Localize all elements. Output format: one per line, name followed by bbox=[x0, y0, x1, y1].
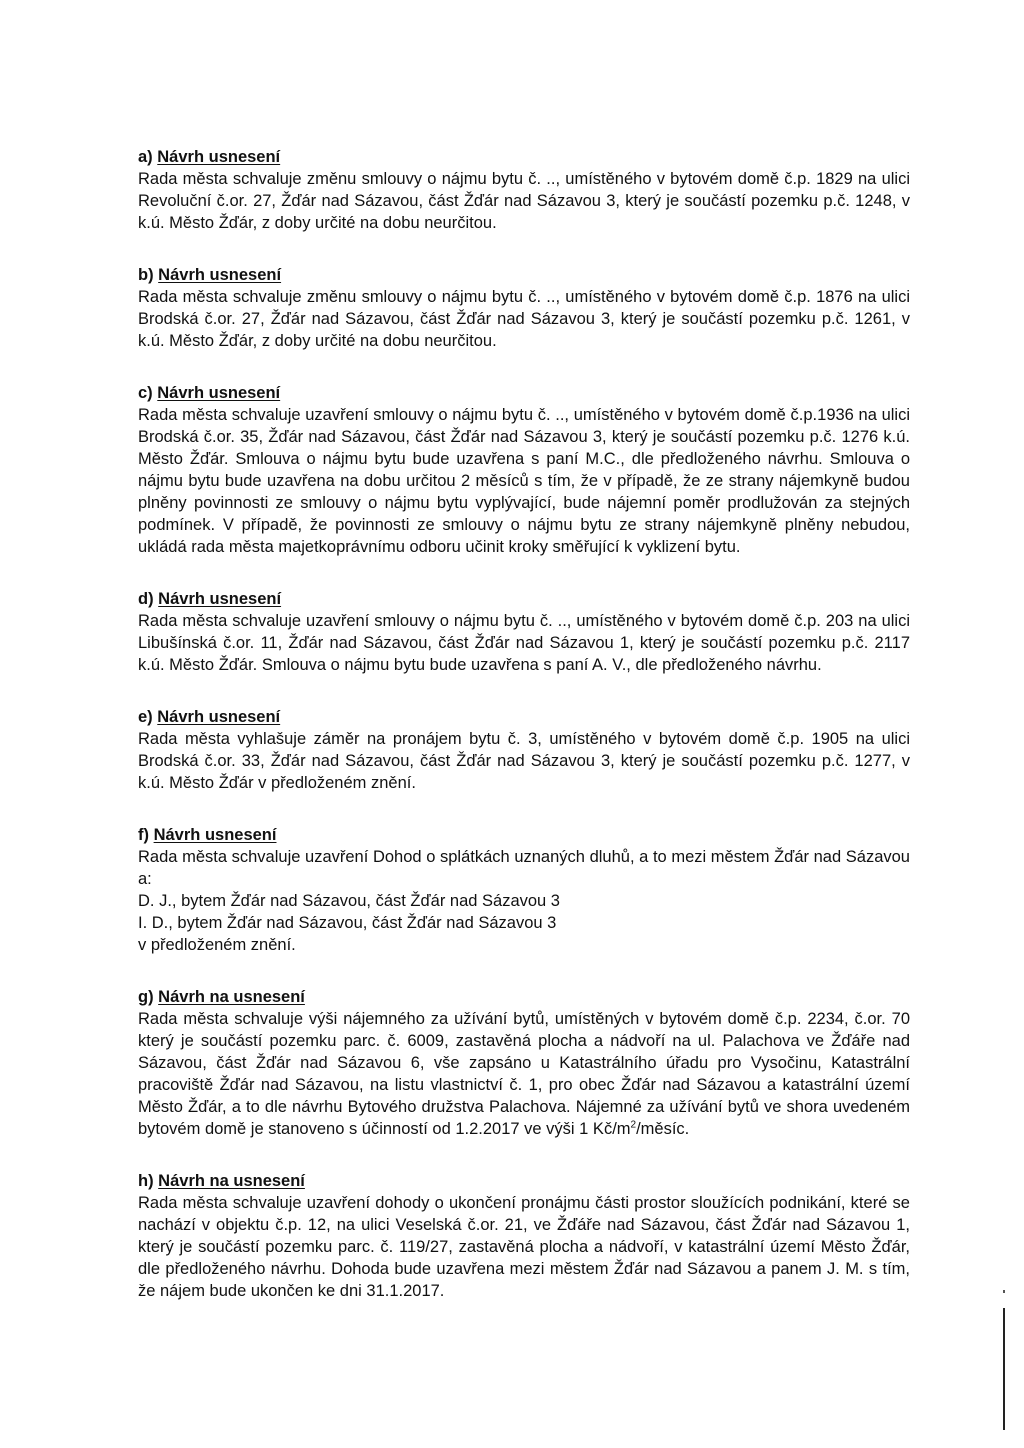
debtor-line: I. D., bytem Žďár nad Sázavou, část Žďár nad Sázavou 3 bbox=[138, 914, 557, 932]
resolution-text bbox=[138, 1008, 910, 1140]
section-title: Návrh na usnesení bbox=[158, 1172, 305, 1190]
resolution-text: Rada města vyhlašuje záměr na pronájem bytu č. 3, umístěného v bytovém domě č.p. 1905 na ulici Brodská č.or. 33, Žďár nad Sázavou, část Žďár nad Sázavou 3, který je součástí pozemku p.č. 1277, v k.ú. Město Žďár v předloženém znění. bbox=[138, 730, 910, 792]
section-f bbox=[138, 824, 910, 956]
section-heading bbox=[138, 986, 910, 1008]
section-letter: h) bbox=[138, 1172, 154, 1190]
resolution-text-end: /měsíc. bbox=[636, 1120, 690, 1138]
resolution-text: Rada města schvaluje změnu smlouvy o nájmu bytu č. .., umístěného v bytovém domě č.p. 1876 na ulici Brodská č.or. 27, Žďár nad Sázavou, část Žďár nad Sázavou 3, který je součástí pozemku p.č. 1261, v k.ú. Město Žďár, z doby určité na dobu neurčitou. bbox=[138, 288, 910, 350]
section-letter: g) bbox=[138, 988, 154, 1006]
section-c bbox=[138, 382, 910, 558]
section-letter: d) bbox=[138, 590, 154, 608]
section-g bbox=[138, 986, 910, 1140]
closing-line: v předloženém znění. bbox=[138, 936, 296, 954]
section-heading bbox=[138, 1170, 910, 1192]
section-d bbox=[138, 588, 910, 676]
section-heading bbox=[138, 382, 910, 404]
section-a bbox=[138, 146, 910, 234]
section-heading bbox=[138, 588, 910, 610]
superscript-exponent: 2 bbox=[630, 1119, 637, 1131]
scan-artifact-dot bbox=[1003, 1290, 1005, 1293]
section-letter: a) bbox=[138, 148, 153, 166]
section-letter: e) bbox=[138, 708, 153, 726]
section-letter: c) bbox=[138, 384, 153, 402]
resolution-text: Rada města schvaluje změnu smlouvy o nájmu bytu č. .., umístěného v bytovém domě č.p. 1829 na ulici Revoluční č.or. 27, Žďár nad Sázavou, část Žďár nad Sázavou 3, který je součástí pozemku p.č. 1248, v k.ú. Město Žďár, z doby určité na dobu neurčitou. bbox=[138, 170, 910, 232]
section-e bbox=[138, 706, 910, 794]
resolution-text: Rada města schvaluje uzavření dohody o ukončení pronájmu části prostor sloužících podnikání, které se nachází v objektu č.p. 12, na ulici Veselská č.or. 21, ve Žďáře nad Sázavou, část Žďár nad Sázavou 1, který je součástí pozemku parc. č. 119/27, zastavěná plocha a nádvoří, v katastrální území Město Žďár, dle předloženého návrhu. Dohoda bude uzavřena mezi městem Žďár nad Sázavou a panem J. M. s tím, že nájem bude ukončen ke dni 31.1.2017. bbox=[138, 1194, 910, 1300]
section-heading bbox=[138, 706, 910, 728]
section-letter: f) bbox=[138, 826, 149, 844]
section-title: Návrh usnesení bbox=[158, 590, 282, 608]
scan-artifact-line bbox=[1003, 1308, 1005, 1430]
resolution-text: Rada města schvaluje uzavření Dohod o splátkách uznaných dluhů, a to mezi městem Žďár nad Sázavou a: bbox=[138, 848, 910, 888]
section-title: Návrh na usnesení bbox=[158, 988, 305, 1006]
section-h bbox=[138, 1170, 910, 1302]
section-heading bbox=[138, 146, 910, 168]
section-title: Návrh usnesení bbox=[158, 266, 282, 284]
section-heading bbox=[138, 264, 910, 286]
resolution-text: Rada města schvaluje uzavření smlouvy o nájmu bytu č. .., umístěného v bytovém domě č.p. 203 na ulici Libušínská č.or. 11, Žďár nad Sázavou, část Žďár nad Sázavou 1, který je součástí pozemku p.č. 2117 k.ú. Město Žďár. Smlouva o nájmu bytu bude uzavřena s paní A. V., dle předloženého návrhu. bbox=[138, 612, 910, 674]
section-title: Návrh usnesení bbox=[153, 826, 277, 844]
section-heading bbox=[138, 824, 910, 846]
section-title: Návrh usnesení bbox=[157, 148, 281, 166]
resolution-text-main: Rada města schvaluje výši nájemného za užívání bytů, umístěných v bytovém domě č.p. 2234, č.or. 70 který je součástí pozemku parc. č. 6009, zastavěná plocha a nádvoří na ul. Palachova ve Žďáře nad Sázavou, část Žďár nad Sázavou 6, vše zapsáno u Katastrálního úřadu pro Vysočinu, Katastrální pracoviště Žďár nad Sázavou, na listu vlastnictví č. 1, pro obec Žďár nad Sázavou a katastrální území Město Žďár, a to dle návrhu Bytového družstva Palachova. Nájemné za užívání bytů ve shora uvedeném bytovém domě je stanoveno s účinností od 1.2.2017 ve výši 1 Kč/m bbox=[138, 1010, 910, 1138]
section-title: Návrh usnesení bbox=[157, 708, 281, 726]
section-letter: b) bbox=[138, 266, 154, 284]
section-b bbox=[138, 264, 910, 352]
debtor-line: D. J., bytem Žďár nad Sázavou, část Žďár nad Sázavou 3 bbox=[138, 892, 560, 910]
document-body bbox=[138, 146, 910, 1332]
section-title: Návrh usnesení bbox=[157, 384, 281, 402]
resolution-text: Rada města schvaluje uzavření smlouvy o nájmu bytu č. .., umístěného v bytovém domě č.p.1936 na ulici Brodská č.or. 35, Žďár nad Sázavou, část Žďár nad Sázavou 3, který je součástí pozemku p.č. 1276 k.ú. Město Žďár. Smlouva o nájmu bytu bude uzavřena s paní M.C., dle předloženého návrhu. Smlouva o nájmu bytu bude uzavřena na dobu určitou 2 měsíců s tím, že v případě, že ze strany nájemkyně budou plněny povinnosti ze smlouvy o nájmu bytu vyplývající, bude nájemní poměr prodlužován za stejných podmínek. V případě, že povinnosti ze smlouvy o nájmu bytu ze strany nájemkyně plněny nebudou, ukládá rada města majetkoprávnímu odboru učinit kroky směřující k vyklizení bytu. bbox=[138, 406, 910, 556]
